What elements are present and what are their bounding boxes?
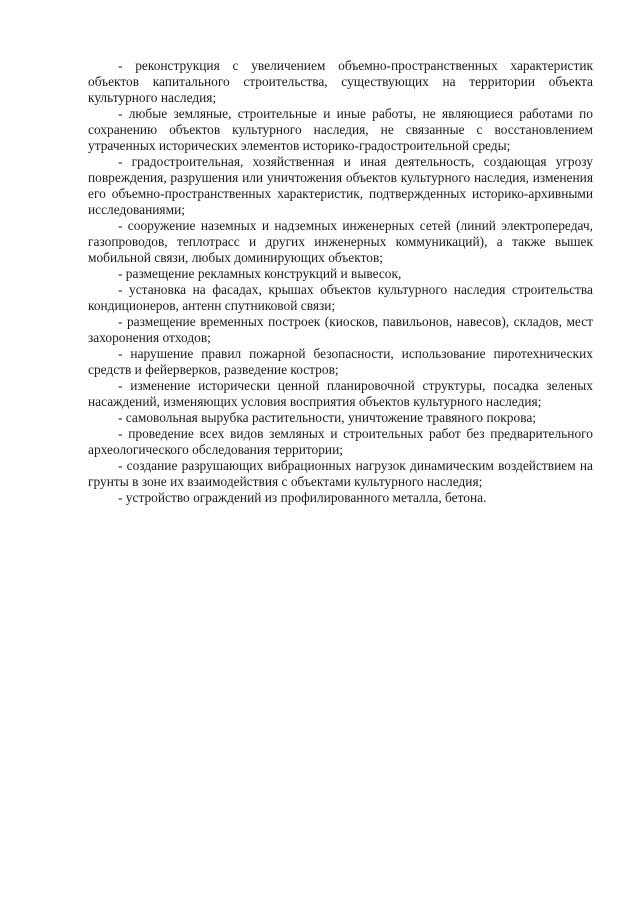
list-item: - проведение всех видов земляных и строительных работ без предварительного археологического обследования территории; (88, 426, 593, 457)
list-item: - реконструкция с увеличением объемно-пространственных характеристик объектов капитального строительства, существующих на территории объекта культурного наследия; (88, 58, 593, 105)
list-item: - размещение временных построек (киосков, павильонов, навесов), складов, мест захоронения отходов; (88, 314, 593, 345)
list-item: - градостроительная, хозяйственная и иная деятельность, создающая угрозу повреждения, разрушения или уничтожения объектов культурного наследия, изменения его объемно-пространственных характеристик, подтвержденных историко-архивными исследованиями; (88, 154, 593, 217)
list-item: - самовольная вырубка растительности, уничтожение травяного покрова; (118, 410, 537, 425)
list-item: - изменение исторически ценной планировочной структуры, посадка зеленых насаждений, изменяющих условия восприятия объектов культурного наследия; (88, 378, 593, 409)
document-page (88, 58, 593, 506)
list-item: - размещение рекламных конструкций и вывесок, (118, 266, 402, 281)
list-item: - создание разрушающих вибрационных нагрузок динамическим воздействием на грунты в зоне их взаимодействия с объектами культурного наследия; (88, 458, 593, 489)
list-item: - устройство ограждений из профилированного металла, бетона. (118, 490, 487, 505)
list-item: - сооружение наземных и надземных инженерных сетей (линий электропередач, газопроводов, теплотрасс и других инженерных коммуникаций), а также вышек мобильной связи, любых доминирующих объектов; (88, 218, 593, 265)
list-item: - установка на фасадах, крышах объектов культурного наследия строительства кондиционеров, антенн спутниковой связи; (88, 282, 593, 313)
list-item: - нарушение правил пожарной безопасности, использование пиротехнических средств и фейерверков, разведение костров; (88, 346, 593, 377)
list-item: - любые земляные, строительные и иные работы, не являющиеся работами по сохранению объектов культурного наследия, не связанные с восстановлением утраченных исторических элементов историко-градостроительной среды; (88, 106, 593, 153)
